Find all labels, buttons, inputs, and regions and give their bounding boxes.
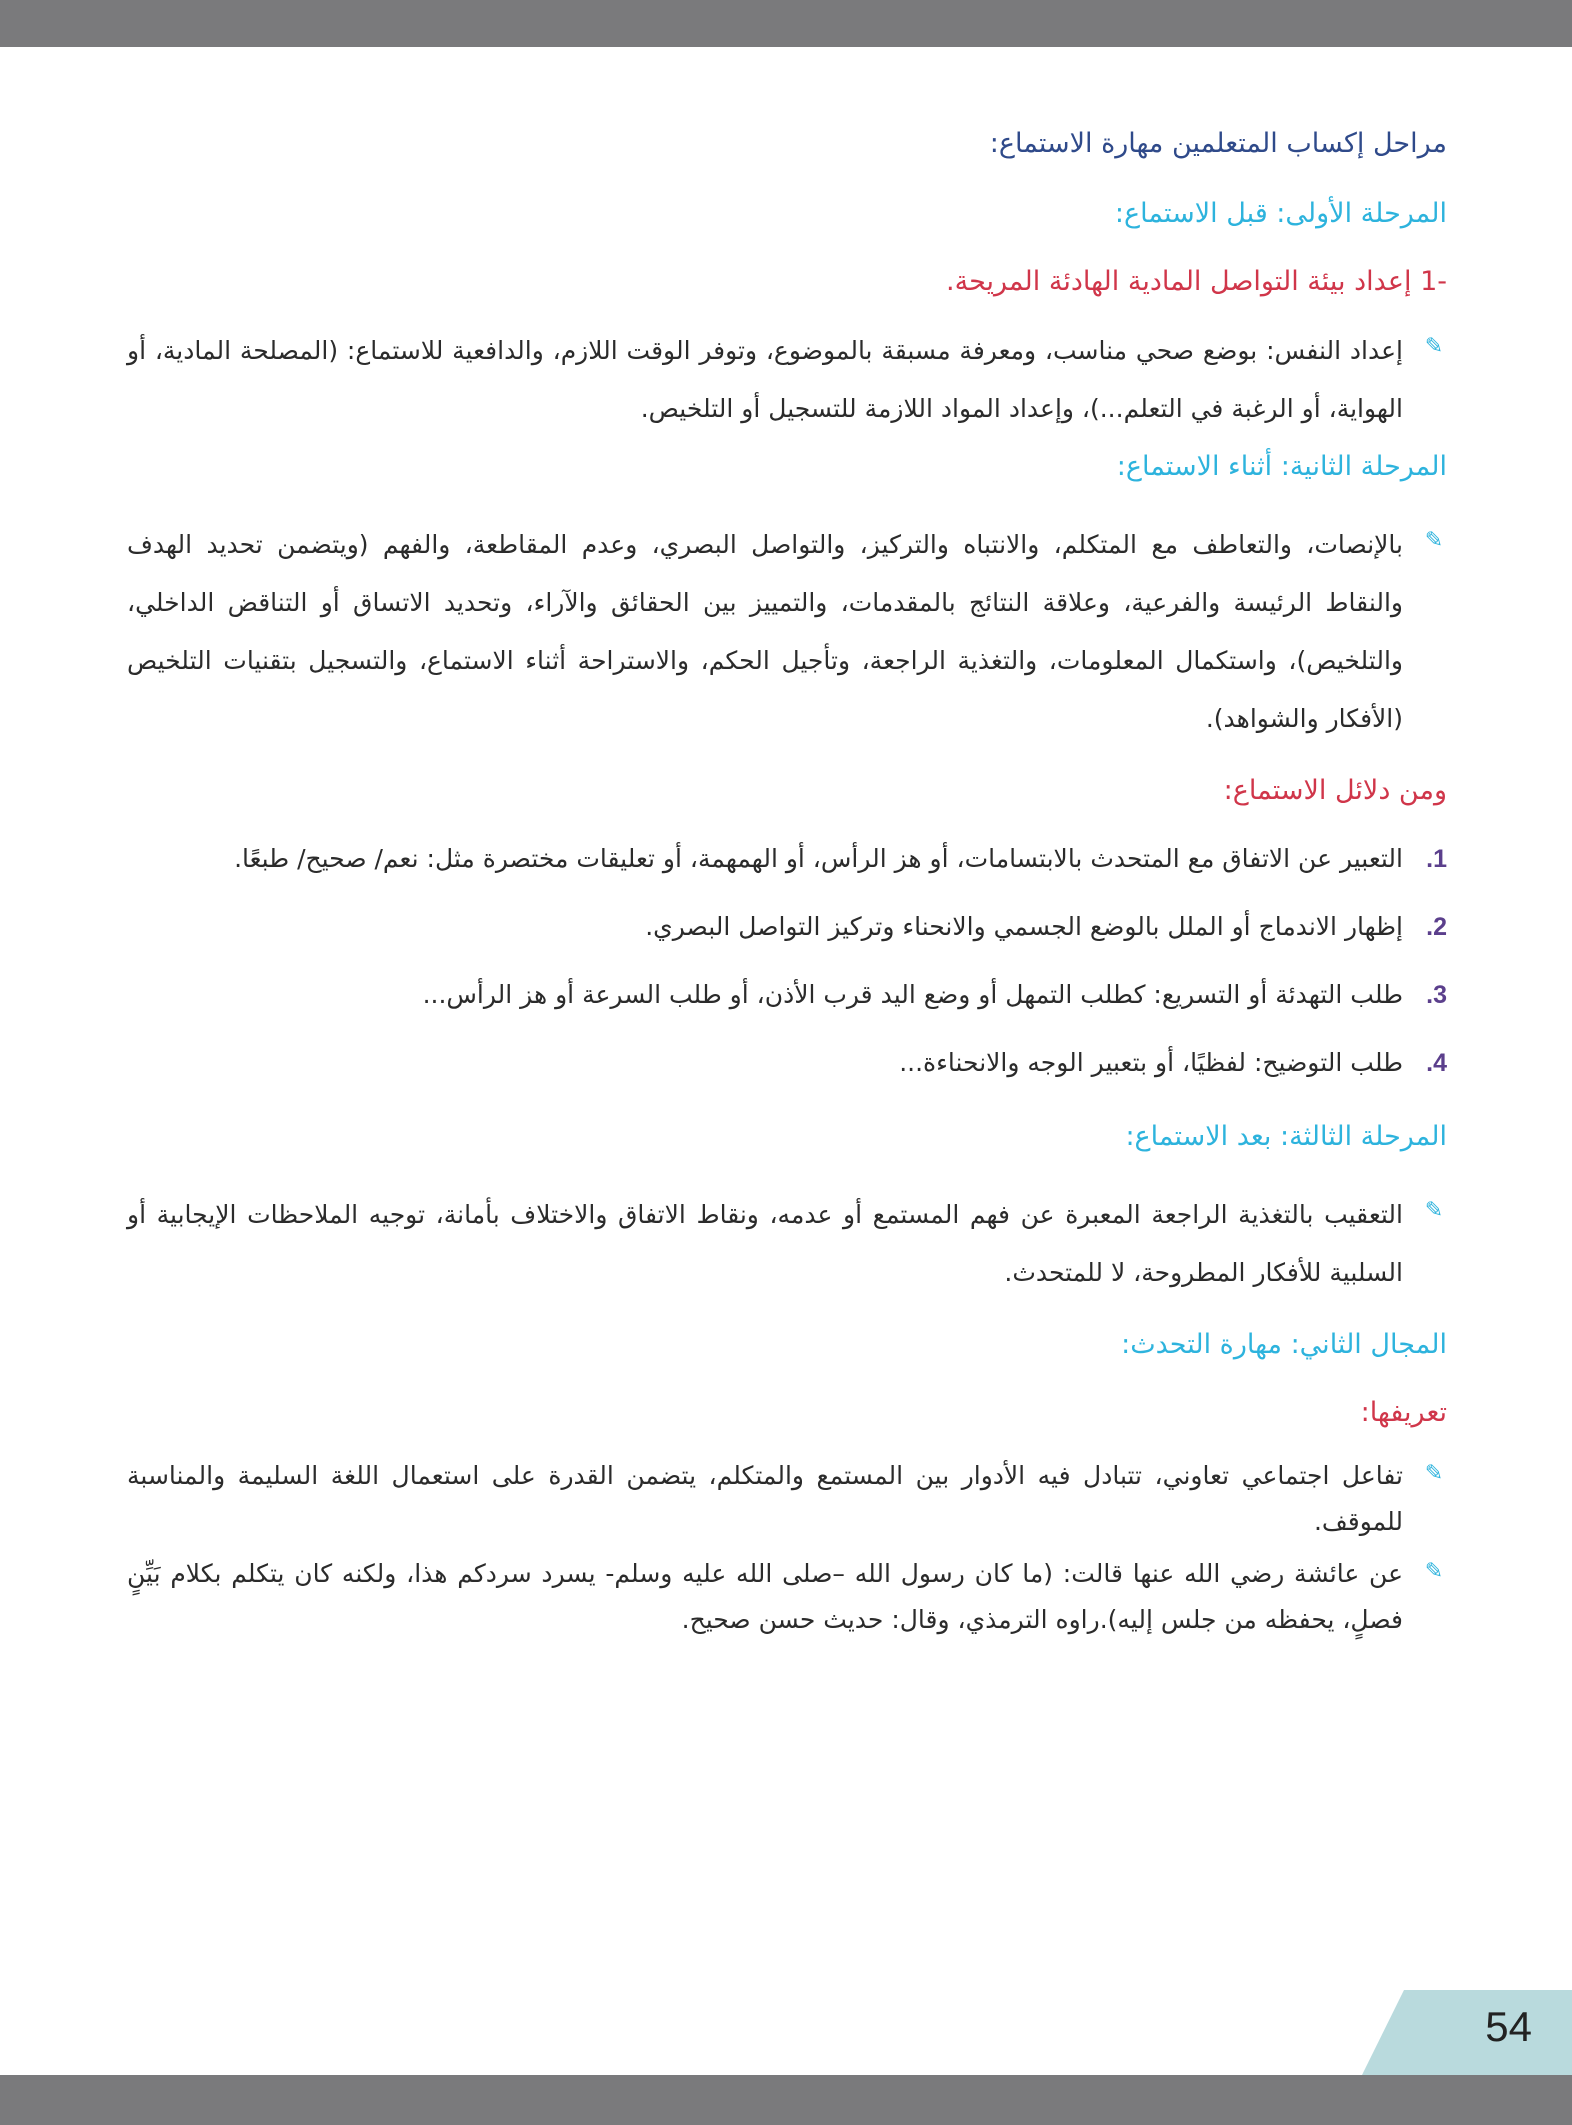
stage1-title: المرحلة الأولى: قبل الاستماع: [1114, 197, 1447, 229]
evidence-item [127, 1036, 1447, 1090]
stage1-bullet [127, 322, 1447, 438]
evidence-title: ومن دلائل الاستماع: [1223, 775, 1447, 807]
hadith-bullet-text: عن عائشة رضي الله عنها قالت: (ما كان رسول الله –صلى الله عليه وسلم- يسرد سردكم هذا، ولكنه كان يتكلم بكلام بَيِّنٍ فصلٍ، يحفظه من جلس إليه).راوه الترمذي، وقال: حديث حسن صحيح. [127, 1559, 1403, 1635]
stage3-title: المرحلة الثالثة: بعد الاستماع: [1125, 1120, 1447, 1152]
evidence-item [127, 832, 1447, 886]
page-number: 54 [1485, 2003, 1532, 2050]
main-title: مراحل إكساب المتعلمين مهارة الاستماع: [989, 128, 1447, 159]
stage3-bullet [127, 1186, 1447, 1302]
pencil-bullet-icon: ✎ [1424, 1197, 1444, 1223]
evidence-item-text: طلب التهدئة أو التسريع: كطلب التمهل أو وضع اليد قرب الأذن، أو طلب السرعة أو هز الرأس... [422, 979, 1403, 1009]
pencil-bullet-icon: ✎ [1424, 1559, 1444, 1585]
stage1-bullet-text: إعداد النفس: بوضع صحي مناسب، ومعرفة مسبقة بالموضوع، وتوفر الوقت اللازم، والدافعية للاستماع: (المصلحة المادية، أو الهواية، أو الرغبة في التعلم...)، وإعداد المواد اللازمة للتسجيل أو التلخيص. [127, 336, 1403, 424]
evidence-item [127, 900, 1447, 954]
pencil-bullet-icon: ✎ [1424, 1461, 1444, 1487]
evidence-item-text: إظهار الاندماج أو الملل بالوضع الجسمي والانحناء وتركيز التواصل البصري. [645, 911, 1403, 941]
evidence-item-number: 4. [1426, 1048, 1447, 1077]
definition-title: تعريفها: [1360, 1396, 1447, 1428]
evidence-item-number: 1. [1426, 844, 1447, 873]
stage2-bullet-text: بالإنصات، والتعاطف مع المتكلم، والانتباه والتركيز، والتواصل البصري، وعدم المقاطعة، والفهم (ويتضمن تحديد الهدف والنقاط الرئيسة والفرعية، وعلاقة النتائج بالمقدمات، والتمييز بين الحقائق والآراء، وتحديد الاتساق أو التناقض الداخلي، والتلخيص)، واستكمال المعلومات، والتغذية الراجعة، وتأجيل الحكم، والاستراحة أثناء الاستماع، والتسجيل بتقنيات التلخيص (الأفكار والشواهد). [127, 530, 1403, 734]
bottom-bar [0, 2075, 1572, 2125]
evidence-item-number: 3. [1426, 980, 1447, 1009]
pencil-bullet-icon: ✎ [1424, 528, 1444, 554]
stage2-bullet [127, 516, 1447, 748]
evidence-item-number: 2. [1426, 912, 1447, 941]
page-content [127, 125, 1447, 1649]
evidence-item-text: التعبير عن الاتفاق مع المتحدث بالابتسامات، أو هز الرأس، أو الهمهمة، أو تعليقات مختصرة مثل: نعم/ صحيح/ طبعًا. [234, 843, 1403, 873]
definition-bullet-text: تفاعل اجتماعي تعاوني، تتبادل فيه الأدوار بين المستمع والمتكلم، يتضمن القدرة على استعمال اللغة السليمة والمناسبة للموقف. [127, 1461, 1403, 1537]
top-bar [0, 0, 1572, 47]
stage2-title: المرحلة الثانية: أثناء الاستماع: [1116, 451, 1447, 483]
definition-bullet [127, 1453, 1447, 1545]
stage1-subtitle: -1 إعداد بيئة التواصل المادية الهادئة المريحة. [946, 265, 1447, 297]
page-number-tab [1362, 1990, 1572, 2075]
evidence-item [127, 968, 1447, 1022]
pencil-bullet-icon: ✎ [1424, 334, 1444, 360]
stage3-bullet-text: التعقيب بالتغذية الراجعة المعبرة عن فهم المستمع أو عدمه، ونقاط الاتفاق والاختلاف بأمانة، توجيه الملاحظات الإيجابية أو السلبية للأفكار المطروحة، لا للمتحدث. [127, 1199, 1403, 1287]
domain2-title: المجال الثاني: مهارة التحدث: [1121, 1328, 1447, 1360]
evidence-item-text: طلب التوضيح: لفظيًا، أو بتعبير الوجه والانحناءة... [899, 1047, 1403, 1077]
hadith-bullet [127, 1551, 1447, 1643]
